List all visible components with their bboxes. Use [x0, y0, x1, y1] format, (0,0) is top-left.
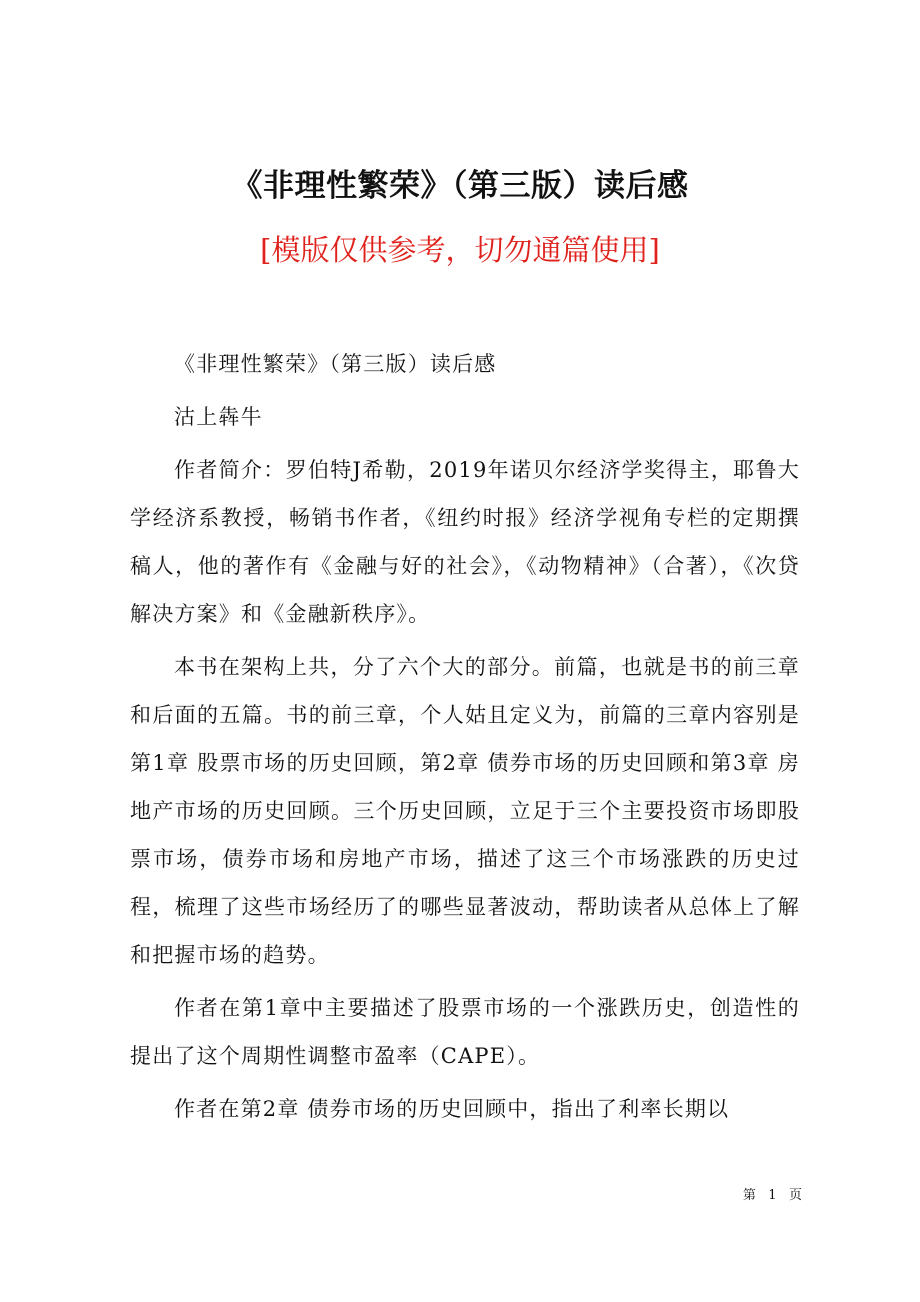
page-number: 1 [768, 1188, 777, 1203]
body-heading: 《非理性繁荣》（第三版）读后感 [174, 352, 497, 376]
paragraph-chapter-1: 作者在第1章中主要描述了股票市场的一个涨跌历史，创造性的提出了这个周期性调整市盈率（CAPE）。 [130, 996, 800, 1068]
template-notice: [模版仅供参考，切勿通篇使用] [260, 233, 660, 267]
page-prefix: 第 [742, 1188, 756, 1203]
paragraph-structure: 本书在架构上共，分了六个大的部分。前篇，也就是书的前三章和后面的五篇。书的前三章，个人姑且定义为，前篇的三章内容别是第1章 股票市场的历史回顾，第2章 债券市场的历史回顾和第3章 房地产市场的历史回顾。三个历史回顾，立足于三个主要投资市场即股票市场，债券市场和房地产市场，描述了这三个市场涨跌的历史过程，梳理了这些市场经历了的哪些显著波动，帮助读者从总体上了解和把握市场的趋势。 [130, 655, 800, 967]
document-body [130, 340, 800, 1138]
document-title: 《非理性繁荣》（第三版）读后感 [231, 168, 689, 204]
paragraph-author-intro: 作者简介：罗伯特J希勒，2019年诺贝尔经济学奖得主，耶鲁大学经济系教授，畅销书作者，《纽约时报》经济学视角专栏的定期撰稿人，他的著作有《金融与好的社会》，《动物精神》（合著），《次贷解决方案》和《金融新秩序》。 [130, 458, 800, 626]
page-number-footer [743, 1186, 802, 1206]
author-byline: 沽上犇牛 [174, 405, 263, 429]
page-suffix: 页 [788, 1188, 802, 1203]
paragraph-chapter-2: 作者在第2章 债券市场的历史回顾中，指出了利率长期以 [174, 1097, 730, 1121]
